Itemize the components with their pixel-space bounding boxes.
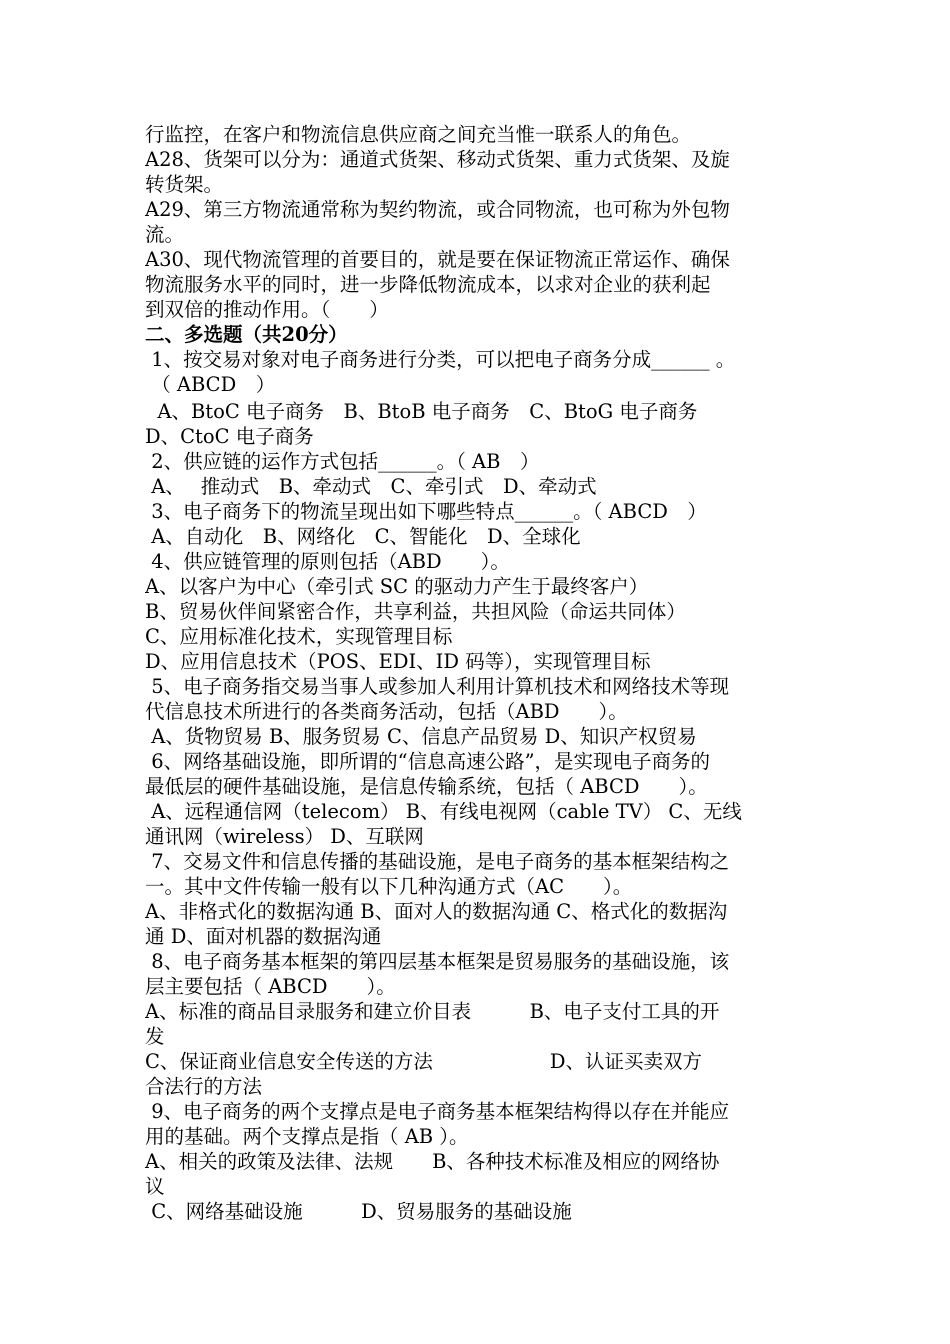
text-line: A、 推动式 B、牵动式 C、牵引式 D、牵动式 xyxy=(145,475,597,498)
text-line: A、自动化 B、网络化 C、智能化 D、全球化 xyxy=(145,525,581,548)
text-line: 转货架。 xyxy=(145,173,224,196)
text-line: C、保证商业信息安全传送的方法 D、认证买卖双方 xyxy=(145,1050,703,1073)
text-line: 1、按交易对象对电子商务进行分类，可以把电子商务分成______ 。 xyxy=(145,348,736,371)
text-line: 7、交易文件和信息传播的基础设施，是电子商务的基本框架结构之 xyxy=(145,850,730,873)
text-line: 用的基础。两个支撑点是指（ AB ）。 xyxy=(145,1125,469,1148)
text-line: A、以客户为中心（牵引式 SC 的驱动力产生于最终客户） xyxy=(145,575,649,598)
text-line: A、标准的商品目录服务和建立价目表 B、电子支付工具的开 xyxy=(145,1000,720,1023)
text-line: 议 xyxy=(145,1175,165,1198)
text-line: C、应用标准化技术，实现管理目标 xyxy=(145,625,453,648)
text-line: 3、电子商务下的物流呈现出如下哪些特点______。（ ABCD ） xyxy=(145,500,707,523)
text-line: 通 D、面对机器的数据沟通 xyxy=(145,925,382,948)
text-line: A28、货架可以分为：通道式货架、移动式货架、重力式货架、及旋 xyxy=(145,148,730,171)
text-line: A、货物贸易 B、服务贸易 C、信息产品贸易 D、知识产权贸易 xyxy=(145,725,697,748)
text-line: D、应用信息技术（POS、EDI、ID 码等），实现管理目标 xyxy=(145,650,651,673)
text-line: 合法行的方法 xyxy=(145,1075,263,1098)
text-line: D、CtoC 电子商务 xyxy=(145,425,314,448)
text-line: 行监控，在客户和物流信息供应商之间充当惟一联系人的角色。 xyxy=(145,123,692,146)
text-line: A、相关的政策及法律、法规 B、各种技术标准及相应的网络协 xyxy=(145,1150,720,1173)
text-line: 4、供应链管理的原则包括（ABD ）。 xyxy=(145,550,510,573)
text-line: 9、电子商务的两个支撑点是电子商务基本框架结构得以存在并能应 xyxy=(145,1100,730,1123)
text-line: 一。其中文件传输一般有以下几种沟通方式（AC ）。 xyxy=(145,875,633,898)
section-heading: 二、多选题（共20分） xyxy=(145,323,348,346)
text-line: 2、供应链的运作方式包括______。（ AB ） xyxy=(145,450,540,473)
text-line: 6、网络基础设施，即所谓的“信息高速公路”，是实现电子商务的 xyxy=(145,750,711,773)
text-line: 通讯网（wireless） D、互联网 xyxy=(145,825,424,848)
text-line: A30、现代物流管理的首要目的，就是要在保证物流正常运作、确保 xyxy=(145,248,730,271)
text-line: B、贸易伙伴间紧密合作，共享利益，共担风险（命运共同体） xyxy=(145,600,686,623)
text-line: 物流服务水平的同时，进一步降低物流成本，以求对企业的获利起 xyxy=(145,273,711,296)
text-line: 到双倍的推动作用。（ ） xyxy=(145,298,389,321)
text-line: （ ABCD ） xyxy=(145,373,276,396)
text-line: 流。 xyxy=(145,223,185,246)
text-line: A、非格式化的数据沟通 B、面对人的数据沟通 C、格式化的数据沟 xyxy=(145,900,728,923)
text-line: A、BtoC 电子商务 B、BtoB 电子商务 C、BtoG 电子商务 xyxy=(145,400,698,423)
text-line: 发 xyxy=(145,1025,165,1048)
text-line: 最低层的硬件基础设施，是信息传输系统，包括（ ABCD ）。 xyxy=(145,775,708,798)
text-line: 层主要包括（ ABCD ）。 xyxy=(145,975,396,998)
text-line: A29、第三方物流通常称为契约物流，或合同物流，也可称为外包物 xyxy=(145,198,730,221)
text-line: C、网络基础设施 D、贸易服务的基础设施 xyxy=(145,1200,572,1223)
text-line: 8、电子商务基本框架的第四层基本框架是贸易服务的基础设施，该 xyxy=(145,950,730,973)
text-line: A、远程通信网（telecom） B、有线电视网（cable TV） C、无线 xyxy=(145,800,742,823)
text-line: 代信息技术所进行的各类商务活动，包括（ABD ）。 xyxy=(145,700,628,723)
text-line: 5、电子商务指交易当事人或参加人利用计算机技术和网络技术等现 xyxy=(145,675,730,698)
